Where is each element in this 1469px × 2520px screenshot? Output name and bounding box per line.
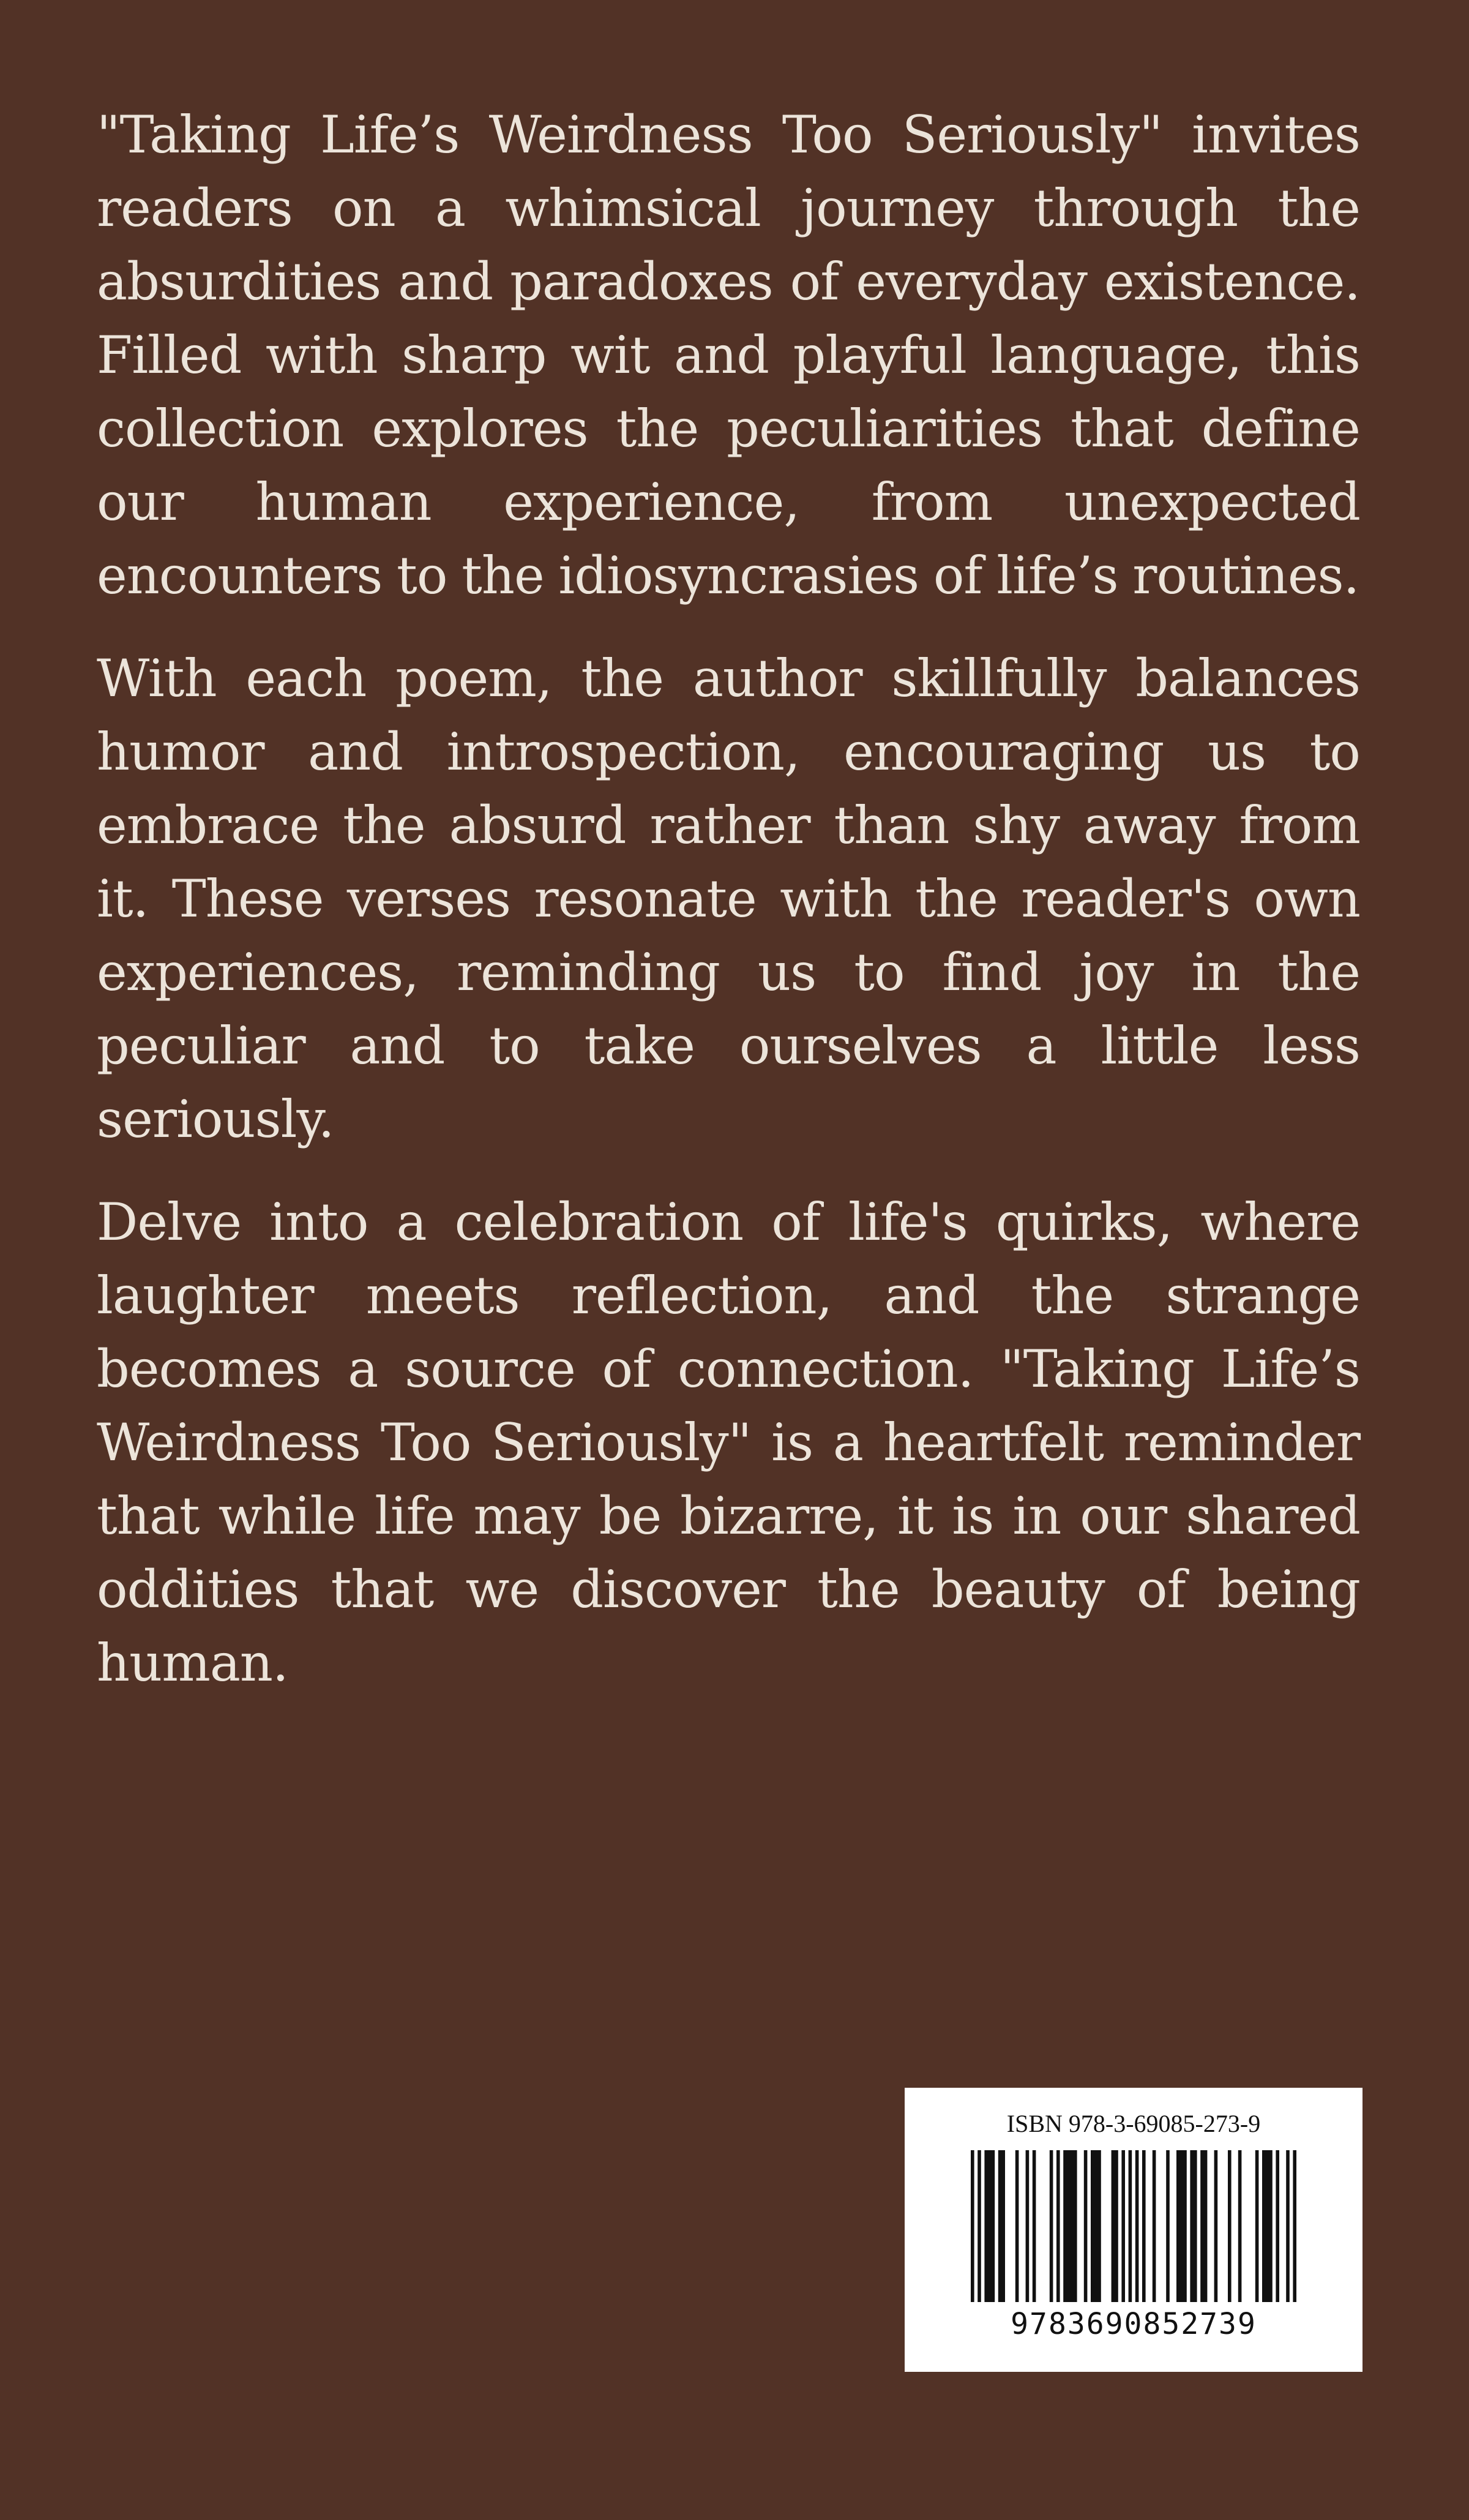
barcode-icon	[971, 2150, 1296, 2302]
barcode-bar-23	[1228, 2150, 1232, 2302]
barcode-bar-10	[1084, 2150, 1088, 2302]
barcode-bar-27	[1276, 2150, 1279, 2302]
barcode-bar-20	[1190, 2150, 1197, 2302]
barcode-bar-13	[1121, 2150, 1125, 2302]
barcode-bar-25	[1255, 2150, 1259, 2302]
barcode-bar-17	[1153, 2150, 1156, 2302]
barcode-bar-0	[971, 2150, 974, 2302]
barcode-bar-9	[1063, 2150, 1077, 2302]
barcode-digits: 9783690852739	[1011, 2307, 1257, 2341]
barcode-bar-4	[1015, 2150, 1019, 2302]
barcode-bar-12	[1112, 2150, 1118, 2302]
barcode-bar-29	[1293, 2150, 1296, 2302]
barcode-bar-26	[1262, 2150, 1273, 2302]
barcode-bar-18	[1166, 2150, 1170, 2302]
blurb-text	[97, 98, 1360, 1729]
barcode-bar-11	[1091, 2150, 1101, 2302]
barcode-bar-15	[1135, 2150, 1139, 2302]
barcode-bar-7	[1050, 2150, 1053, 2302]
barcode-bar-8	[1056, 2150, 1060, 2302]
barcode-bar-2	[984, 2150, 995, 2302]
barcode-bar-19	[1176, 2150, 1187, 2302]
barcode-bar-6	[1033, 2150, 1036, 2302]
barcode-bar-28	[1286, 2150, 1290, 2302]
barcode-bar-16	[1142, 2150, 1146, 2302]
barcode-bar-5	[1026, 2150, 1030, 2302]
barcode-bar-14	[1129, 2150, 1132, 2302]
blurb-paragraph-2: With each poem, the author skillfully balances humor and introspection, encouraging us to embrace the absurd rather than shy away from it. These verses resonate with the reader's own experiences, reminding us to find joy in the peculiar and to take ourselves a little less seriously.	[97, 648, 1360, 1149]
isbn-label: ISBN 978-3-69085-273-9	[1006, 2110, 1261, 2137]
barcode-bar-24	[1238, 2150, 1242, 2302]
isbn-barcode-box	[905, 2088, 1362, 2372]
barcode-bar-22	[1214, 2150, 1218, 2302]
blurb-paragraph-3: Delve into a celebration of life's quirks, where laughter meets reflection, and the strange becomes a source of connection. "Taking Life’s Weirdness Too Seriously" is a heartfelt reminder that while life may be bizarre, it is in our shared oddities that we discover the beauty of being human.	[97, 1192, 1360, 1693]
barcode-bar-21	[1200, 2150, 1207, 2302]
barcode-bar-3	[998, 2150, 1005, 2302]
barcode-bar-1	[977, 2150, 981, 2302]
blurb-paragraph-1: "Taking Life’s Weirdness Too Seriously" invites readers on a whimsical journey through the absurdities and paradoxes of everyday existence. Filled with sharp wit and playful language, this collection explores the peculiarities that define our human experience, from unexpected encounters to the idiosyncrasies of life’s routines.	[97, 105, 1360, 606]
